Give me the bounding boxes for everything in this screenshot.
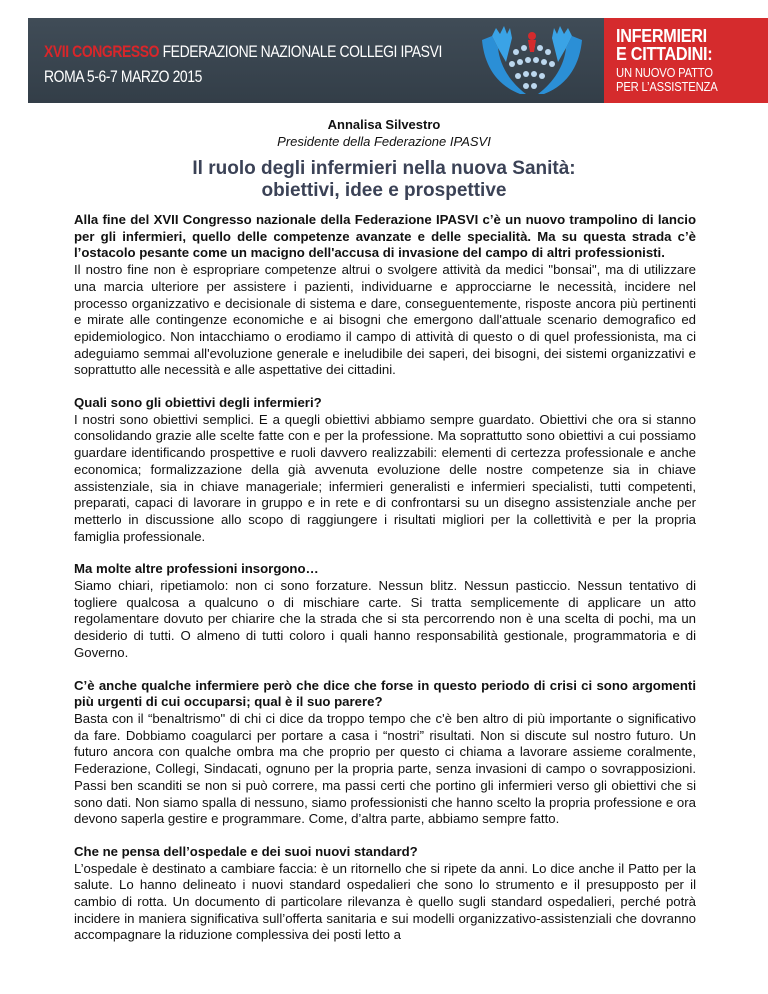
- slogan-line-3: UN NUOVO PATTO: [616, 66, 713, 80]
- slogan-line-2: E CITTADINI:: [616, 44, 713, 64]
- answer-3: Basta con il “benaltrismo" di chi ci dice da troppo tempo che c'è ben altro di più importante o significativo da fare. Dobbiamo coagularci per portare a casa i “nostri” risultati. Non si discute sul nostro futuro. Un futuro ancora con qualche ombra ma che proprio per questo ci chiama a lavorare assieme coralmente, Federazione, Collegi, Sindacati, ognuno per la propria parte, senza invasioni di campo o sovrapposizioni. Passi ben scanditi se non si può correre, ma passi certi che portino gli infermieri verso gli obiettivi che si sono dati. Non siamo spalla di nessuno, siamo professionisti che hanno scelto la propria professione e ora devono saperla gestire e programmare. Come, d’altra parte, abbiamo sempre fatto.: [74, 710, 696, 827]
- slogan-line-4: PER L’ASSISTENZA: [616, 80, 718, 94]
- place-date: ROMA 5-6-7 MARZO 2015: [44, 67, 202, 86]
- slogan-line-1: INFERMIERI: [616, 26, 707, 46]
- answer-4: L’ospedale è destinato a cambiare faccia: è un ritornello che si ripete da anni. Lo dice anche il Patto per la salute. Lo hanno delineato i nuovi standard ospedalieri che sono lo strumento e il presupposto per il cambio di rotta. Un documento di particolare rilevanza è quello sugli standard ospedalieri, perché potrà incidere in maniera significativa sull’offerta sanitaria e sui modelli organizzativo-assistenziali che dovranno accompagnare la riduzione complessiva dei posti letto a: [74, 860, 696, 943]
- title-line-1: Il ruolo degli infermieri nella nuova Sanità:: [192, 158, 576, 179]
- author-name: Annalisa Silvestro: [327, 117, 441, 132]
- answer-1: I nostri sono obiettivi semplici. E a quegli obiettivi abbiamo sempre guardato. Obiettivi che ora si stanno consolidando grazie alle scelte fatte con e per la professione. Ma soprattutto sono obiettivi a cui possiamo guardare identificando prospettive e ruoli davvero realizzabili: elementi di certezza professionale e anche economica; formalizzazione della già avvenuta evoluzione delle nostre competenze sia in chiave assistenziale, sia in chiave manageriale; infermieri generalisti e infermieri specialisti, tutti competenti, preparati, capaci di lavorare in gruppo e in rete e di confrontarsi su un disegno assistenziale anche per metterlo in discussione allo scopo di raggiungere i risultati migliori per la collettività e per la propria famiglia professionale.: [74, 411, 696, 544]
- congress-number: XVII CONGRESSO: [44, 42, 160, 61]
- question-3: C’è anche qualche infermiere però che dice che forse in questo periodo di crisi ci sono argomenti più urgenti di cui occuparsi; qual è il suo parere?: [74, 677, 696, 710]
- title-line-2: obiettivi, idee e prospettive: [261, 180, 507, 201]
- congress-banner: [28, 18, 768, 103]
- article-body: [74, 212, 696, 944]
- author-role: Presidente della Federazione IPASVI: [277, 134, 491, 149]
- congress-title: [44, 42, 442, 62]
- question-4: Che ne pensa dell’ospedale e dei suoi nuovi standard?: [74, 843, 418, 859]
- intro-lead: Alla fine del XVII Congresso nazionale della Federazione IPASVI c’è un nuovo trampolino di lancio per gli infermieri, quello delle competenze avanzate e delle specialità. Ma su questa strada c’è l’ostacolo pesante come un macigno dell'accusa di invasione del campo di altri professionisti.: [74, 212, 696, 261]
- answer-2: Siamo chiari, ripetiamolo: non ci sono forzature. Nessun blitz. Nessun pasticcio. Nessun tentativo di togliere qualcosa a qualcuno o di mischiare carte. Si tratta semplicemente di applicare un atto regolamentare dovuto per chiarire che la strada che si sta percorrendo non è una scelta di pochi, ma un desiderio di tutti. O almeno di tutti coloro i quali hanno responsabilità gestionale, programmatoria e di Governo.: [74, 578, 696, 660]
- intro-paragraph: Il nostro fine non è espropriare competenze altrui o svolgere attività da medici "bonsai", ma di utilizzare una marcia ulteriore per assistere i pazienti, individuarne e approcciarne le necessità, incidere nel processo organizzativo e decisionale di sistema e dare, conseguentemente, risposte ancora più pertinenti e mirate alle contingenze economiche e ai bisogni che emergono dall'attuale scenario demografico ed epidemiologico. Non intacchiamo o erodiamo il campo di attività di questo o di quel professionista, ma ci adeguiamo semmai all'evoluzione generale e ineludibile dei saperi, dei bisogni, dei sistemi organizzativi e soprattutto alle necessità e alle aspettative dei cittadini.: [74, 262, 696, 378]
- federation-name: FEDERAZIONE NAZIONALE COLLEGI IPASVI: [162, 42, 442, 61]
- slogan-box: [604, 18, 768, 103]
- hands-with-people-icon: [476, 22, 588, 100]
- question-1: Quali sono gli obiettivi degli infermieri?: [74, 395, 322, 411]
- article-title: [0, 158, 768, 202]
- question-2: Ma molte altre professioni insorgono…: [74, 561, 319, 577]
